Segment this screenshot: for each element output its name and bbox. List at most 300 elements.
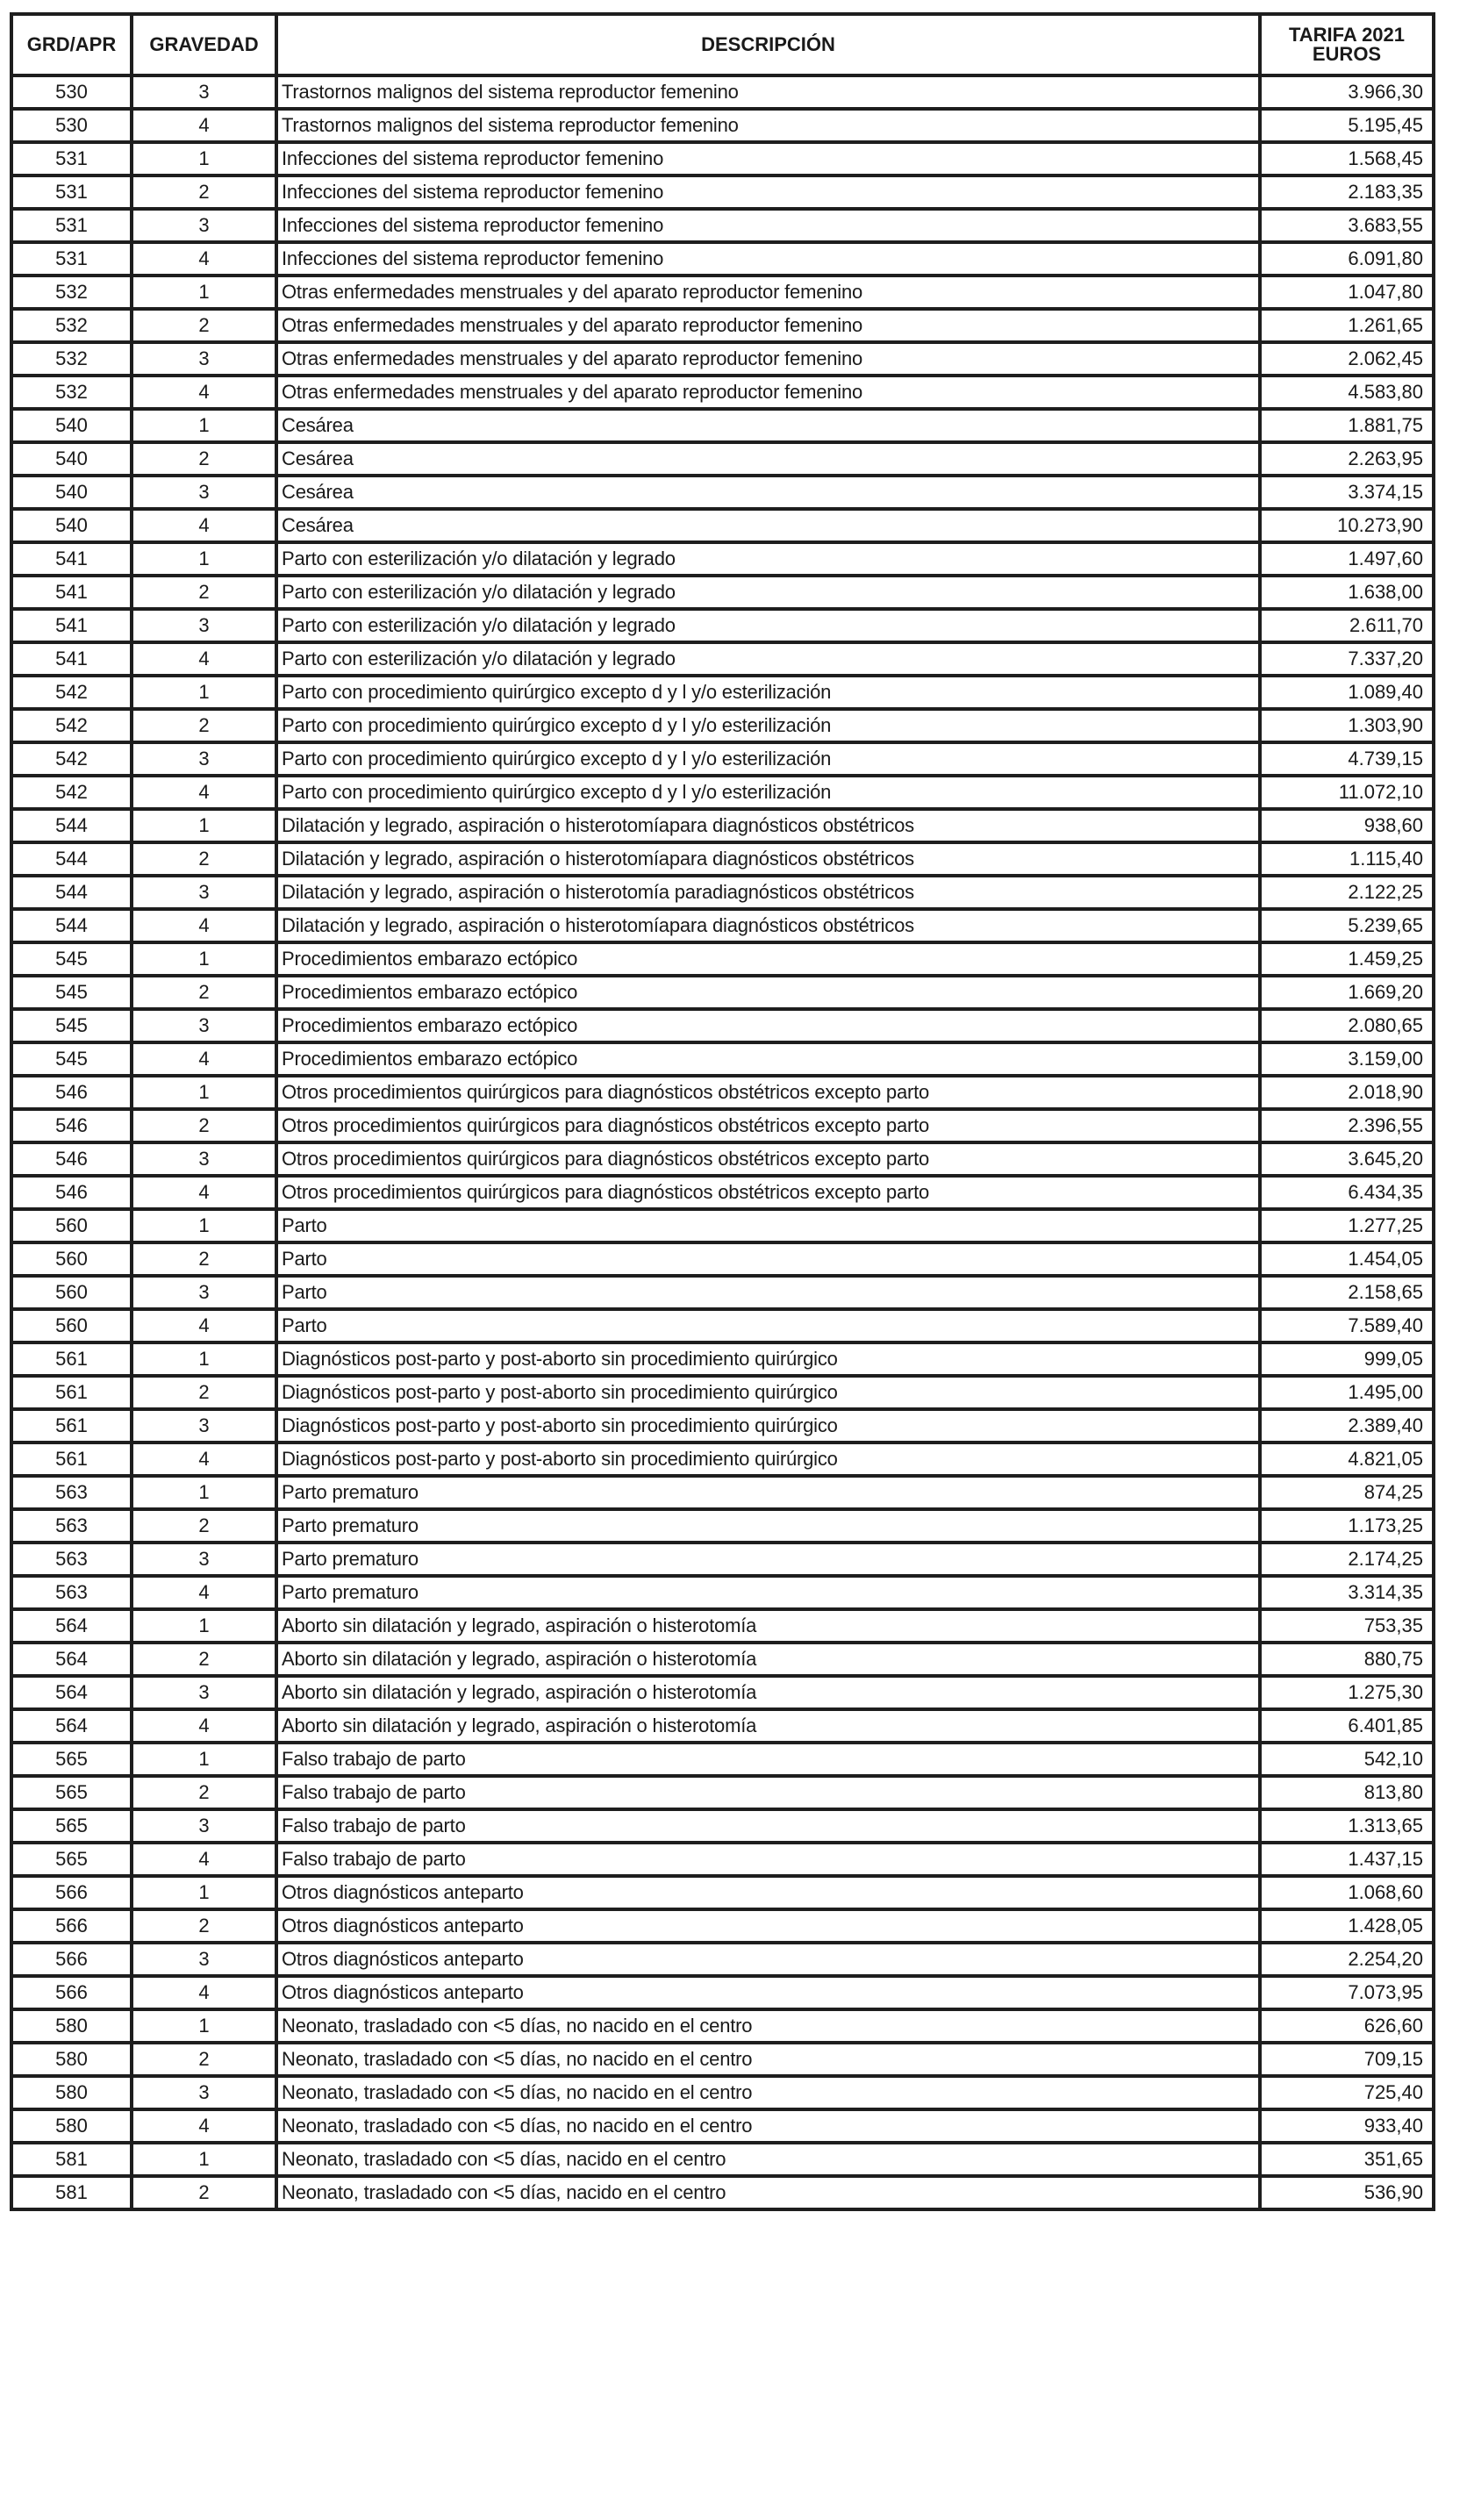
- table-row: [11, 942, 1434, 976]
- grd-cell: 580: [11, 2009, 132, 2043]
- gravedad-cell: 4: [132, 1976, 276, 2009]
- grd-cell: 564: [11, 1609, 132, 1643]
- tarifa-cell: 626,60: [1260, 2009, 1434, 2043]
- tarifa-cell: 6.434,35: [1260, 1176, 1434, 1209]
- grd-cell: 580: [11, 2076, 132, 2109]
- gravedad-cell: 2: [132, 1109, 276, 1142]
- table-row: [11, 1176, 1434, 1209]
- gravedad-cell: 4: [132, 1709, 276, 1743]
- grd-cell: 581: [11, 2176, 132, 2209]
- tarifa-cell: 1.459,25: [1260, 942, 1434, 976]
- gravedad-cell: 3: [132, 1543, 276, 1576]
- gravedad-cell: 1: [132, 1743, 276, 1776]
- gravedad-cell: 2: [132, 1776, 276, 1809]
- descripcion-cell: Falso trabajo de parto: [276, 1809, 1260, 1843]
- tarifa-cell: 2.611,70: [1260, 609, 1434, 642]
- descripcion-cell: Trastornos malignos del sistema reproductor femenino: [276, 75, 1260, 109]
- grd-cell: 541: [11, 609, 132, 642]
- table-row: [11, 109, 1434, 142]
- gravedad-cell: 3: [132, 2076, 276, 2109]
- table-row: [11, 876, 1434, 909]
- descripcion-cell: Dilatación y legrado, aspiración o histerotomía paradiagnósticos obstétricos: [276, 876, 1260, 909]
- grd-cell: 541: [11, 576, 132, 609]
- tarifa-cell: 6.401,85: [1260, 1709, 1434, 1743]
- tarifa-cell: 1.495,00: [1260, 1376, 1434, 1409]
- table-row: [11, 1409, 1434, 1443]
- tarifa-cell: 4.583,80: [1260, 376, 1434, 409]
- gravedad-cell: 1: [132, 542, 276, 576]
- grd-cell: 546: [11, 1142, 132, 1176]
- gravedad-cell: 3: [132, 742, 276, 776]
- gravedad-cell: 1: [132, 1209, 276, 1242]
- grd-cell: 532: [11, 276, 132, 309]
- header-gravedad: GRAVEDAD: [132, 14, 276, 75]
- table-row: [11, 976, 1434, 1009]
- grd-cell: 540: [11, 476, 132, 509]
- table-row: [11, 2009, 1434, 2043]
- tarifa-cell: 933,40: [1260, 2109, 1434, 2143]
- descripcion-cell: Infecciones del sistema reproductor femenino: [276, 242, 1260, 276]
- gravedad-cell: 1: [132, 1476, 276, 1509]
- tarifa-cell: 880,75: [1260, 1643, 1434, 1676]
- table-row: [11, 209, 1434, 242]
- descripcion-cell: Procedimientos embarazo ectópico: [276, 1042, 1260, 1076]
- tarifa-cell: 2.122,25: [1260, 876, 1434, 909]
- grd-cell: 531: [11, 242, 132, 276]
- table-row: [11, 1743, 1434, 1776]
- table-row: [11, 609, 1434, 642]
- table-row: [11, 1709, 1434, 1743]
- tarifa-cell: 4.821,05: [1260, 1443, 1434, 1476]
- grd-cell: 560: [11, 1309, 132, 1342]
- tarifa-cell: 3.374,15: [1260, 476, 1434, 509]
- grd-cell: 532: [11, 342, 132, 376]
- descripcion-cell: Neonato, trasladado con <5 días, nacido en el centro: [276, 2143, 1260, 2176]
- table-row: [11, 1776, 1434, 1809]
- grd-cell: 540: [11, 409, 132, 442]
- tarifa-cell: 874,25: [1260, 1476, 1434, 1509]
- tarifa-cell: 1.173,25: [1260, 1509, 1434, 1543]
- gravedad-cell: 4: [132, 1843, 276, 1876]
- tarifa-cell: 542,10: [1260, 1743, 1434, 1776]
- tarifa-cell: 725,40: [1260, 2076, 1434, 2109]
- gravedad-cell: 1: [132, 1342, 276, 1376]
- tarifa-cell: 1.568,45: [1260, 142, 1434, 175]
- tarifa-cell: 3.314,35: [1260, 1576, 1434, 1609]
- grd-cell: 565: [11, 1743, 132, 1776]
- tarifa-cell: 753,35: [1260, 1609, 1434, 1643]
- table-row: [11, 2076, 1434, 2109]
- grd-cell: 563: [11, 1543, 132, 1576]
- grd-cell: 540: [11, 442, 132, 476]
- table-row: [11, 842, 1434, 876]
- gravedad-cell: 2: [132, 2043, 276, 2076]
- gravedad-cell: 3: [132, 876, 276, 909]
- descripcion-cell: Otras enfermedades menstruales y del aparato reproductor femenino: [276, 342, 1260, 376]
- grd-cell: 561: [11, 1342, 132, 1376]
- gravedad-cell: 2: [132, 175, 276, 209]
- tarifa-cell: 7.073,95: [1260, 1976, 1434, 2009]
- grd-cell: 546: [11, 1176, 132, 1209]
- descripcion-cell: Procedimientos embarazo ectópico: [276, 976, 1260, 1009]
- tarifa-cell: 3.645,20: [1260, 1142, 1434, 1176]
- descripcion-cell: Neonato, trasladado con <5 días, no nacido en el centro: [276, 2076, 1260, 2109]
- table-row: [11, 1076, 1434, 1109]
- gravedad-cell: 1: [132, 809, 276, 842]
- grd-cell: 542: [11, 709, 132, 742]
- table-row: [11, 1009, 1434, 1042]
- descripcion-cell: Otros diagnósticos anteparto: [276, 1909, 1260, 1943]
- descripcion-cell: Cesárea: [276, 442, 1260, 476]
- descripcion-cell: Parto: [276, 1209, 1260, 1242]
- table-row: [11, 442, 1434, 476]
- descripcion-cell: Parto con esterilización y/o dilatación y legrado: [276, 609, 1260, 642]
- gravedad-cell: 1: [132, 276, 276, 309]
- grd-cell: 542: [11, 742, 132, 776]
- descripcion-cell: Cesárea: [276, 509, 1260, 542]
- table-row: [11, 1142, 1434, 1176]
- tarifa-cell: 11.072,10: [1260, 776, 1434, 809]
- grd-cell: 544: [11, 909, 132, 942]
- gravedad-cell: 2: [132, 1376, 276, 1409]
- grd-cell: 566: [11, 1976, 132, 2009]
- descripcion-cell: Parto con procedimiento quirúrgico excepto d y l y/o esterilización: [276, 709, 1260, 742]
- table-row: [11, 909, 1434, 942]
- tarifa-cell: 1.068,60: [1260, 1876, 1434, 1909]
- grd-cell: 532: [11, 376, 132, 409]
- tarifa-cell: 1.669,20: [1260, 976, 1434, 1009]
- descripcion-cell: Otros diagnósticos anteparto: [276, 1943, 1260, 1976]
- descripcion-cell: Parto prematuro: [276, 1576, 1260, 1609]
- table-row: [11, 709, 1434, 742]
- gravedad-cell: 3: [132, 476, 276, 509]
- descripcion-cell: Dilatación y legrado, aspiración o histerotomíapara diagnósticos obstétricos: [276, 909, 1260, 942]
- table-row: [11, 1476, 1434, 1509]
- grd-cell: 564: [11, 1676, 132, 1709]
- grd-cell: 566: [11, 1876, 132, 1909]
- tarifa-cell: 1.303,90: [1260, 709, 1434, 742]
- gravedad-cell: 4: [132, 1576, 276, 1609]
- gravedad-cell: 2: [132, 976, 276, 1009]
- table-row: [11, 1943, 1434, 1976]
- gravedad-cell: 2: [132, 709, 276, 742]
- table-row: [11, 2143, 1434, 2176]
- gravedad-cell: 2: [132, 309, 276, 342]
- grd-cell: 566: [11, 1943, 132, 1976]
- descripcion-cell: Parto prematuro: [276, 1509, 1260, 1543]
- descripcion-cell: Trastornos malignos del sistema reproductor femenino: [276, 109, 1260, 142]
- tarifa-cell: 2.174,25: [1260, 1543, 1434, 1576]
- gravedad-cell: 4: [132, 509, 276, 542]
- gravedad-cell: 1: [132, 1076, 276, 1109]
- descripcion-cell: Infecciones del sistema reproductor femenino: [276, 209, 1260, 242]
- descripcion-cell: Otros procedimientos quirúrgicos para diagnósticos obstétricos excepto parto: [276, 1109, 1260, 1142]
- gravedad-cell: 3: [132, 1676, 276, 1709]
- table-row: [11, 1109, 1434, 1142]
- grd-cell: 580: [11, 2043, 132, 2076]
- descripcion-cell: Procedimientos embarazo ectópico: [276, 1009, 1260, 1042]
- descripcion-cell: Otros diagnósticos anteparto: [276, 1976, 1260, 2009]
- gravedad-cell: 1: [132, 2009, 276, 2043]
- grd-cell: 561: [11, 1376, 132, 1409]
- grd-cell: 566: [11, 1909, 132, 1943]
- descripcion-cell: Infecciones del sistema reproductor femenino: [276, 175, 1260, 209]
- grd-cell: 561: [11, 1443, 132, 1476]
- grd-cell: 530: [11, 75, 132, 109]
- table-row: [11, 1276, 1434, 1309]
- grd-cell: 540: [11, 509, 132, 542]
- gravedad-cell: 2: [132, 1509, 276, 1543]
- table-row: [11, 1876, 1434, 1909]
- header-tarifa-line1: TARIFA 2021: [1288, 24, 1406, 46]
- grd-cell: 560: [11, 1242, 132, 1276]
- gravedad-cell: 2: [132, 576, 276, 609]
- tarifa-cell: 6.091,80: [1260, 242, 1434, 276]
- grd-cell: 546: [11, 1109, 132, 1142]
- tarifa-cell: 2.389,40: [1260, 1409, 1434, 1443]
- descripcion-cell: Falso trabajo de parto: [276, 1776, 1260, 1809]
- tarifa-cell: 938,60: [1260, 809, 1434, 842]
- grd-cell: 580: [11, 2109, 132, 2143]
- gravedad-cell: 3: [132, 75, 276, 109]
- grd-cell: 542: [11, 776, 132, 809]
- gravedad-cell: 4: [132, 242, 276, 276]
- tarifa-cell: 1.454,05: [1260, 1242, 1434, 1276]
- tarifa-cell: 10.273,90: [1260, 509, 1434, 542]
- grd-cell: 532: [11, 309, 132, 342]
- tarifa-cell: 1.047,80: [1260, 276, 1434, 309]
- tarifa-cell: 3.159,00: [1260, 1042, 1434, 1076]
- gravedad-cell: 4: [132, 1042, 276, 1076]
- table-row: [11, 1242, 1434, 1276]
- tarifa-cell: 999,05: [1260, 1342, 1434, 1376]
- descripcion-cell: Parto prematuro: [276, 1543, 1260, 1576]
- descripcion-cell: Neonato, trasladado con <5 días, no nacido en el centro: [276, 2009, 1260, 2043]
- tarifa-cell: 1.881,75: [1260, 409, 1434, 442]
- tarifa-cell: 5.239,65: [1260, 909, 1434, 942]
- gravedad-cell: 2: [132, 842, 276, 876]
- table-row: [11, 2176, 1434, 2209]
- grd-cell: 545: [11, 1042, 132, 1076]
- descripcion-cell: Diagnósticos post-parto y post-aborto sin procedimiento quirúrgico: [276, 1443, 1260, 1476]
- grd-cell: 530: [11, 109, 132, 142]
- gravedad-cell: 1: [132, 676, 276, 709]
- table-row: [11, 75, 1434, 109]
- tarifa-cell: 351,65: [1260, 2143, 1434, 2176]
- descripcion-cell: Dilatación y legrado, aspiración o histerotomíapara diagnósticos obstétricos: [276, 809, 1260, 842]
- tarifa-cell: 1.313,65: [1260, 1809, 1434, 1843]
- descripcion-cell: Infecciones del sistema reproductor femenino: [276, 142, 1260, 175]
- tarifa-cell: 2.254,20: [1260, 1943, 1434, 1976]
- descripcion-cell: Diagnósticos post-parto y post-aborto sin procedimiento quirúrgico: [276, 1342, 1260, 1376]
- grd-cell: 544: [11, 809, 132, 842]
- descripcion-cell: Otros diagnósticos anteparto: [276, 1876, 1260, 1909]
- table-row: [11, 509, 1434, 542]
- gravedad-cell: 4: [132, 1176, 276, 1209]
- grd-cell: 563: [11, 1509, 132, 1543]
- table-row: [11, 1576, 1434, 1609]
- descripcion-cell: Parto: [276, 1276, 1260, 1309]
- descripcion-cell: Neonato, trasladado con <5 días, no nacido en el centro: [276, 2043, 1260, 2076]
- gravedad-cell: 4: [132, 642, 276, 676]
- gravedad-cell: 1: [132, 142, 276, 175]
- descripcion-cell: Falso trabajo de parto: [276, 1843, 1260, 1876]
- grd-cell: 565: [11, 1843, 132, 1876]
- descripcion-cell: Cesárea: [276, 409, 1260, 442]
- table-row: [11, 1042, 1434, 1076]
- descripcion-cell: Otros procedimientos quirúrgicos para diagnósticos obstétricos excepto parto: [276, 1076, 1260, 1109]
- gravedad-cell: 4: [132, 1309, 276, 1342]
- table-row: [11, 276, 1434, 309]
- descripcion-cell: Otras enfermedades menstruales y del aparato reproductor femenino: [276, 276, 1260, 309]
- grd-cell: 564: [11, 1709, 132, 1743]
- table-row: [11, 309, 1434, 342]
- header-tarifa-line2: EUROS: [1312, 43, 1382, 65]
- descripcion-cell: Otros procedimientos quirúrgicos para diagnósticos obstétricos excepto parto: [276, 1176, 1260, 1209]
- tarifa-cell: 1.089,40: [1260, 676, 1434, 709]
- tarifa-cell: 813,80: [1260, 1776, 1434, 1809]
- grd-cell: 545: [11, 942, 132, 976]
- grd-cell: 531: [11, 142, 132, 175]
- table-row: [11, 1843, 1434, 1876]
- grd-cell: 563: [11, 1576, 132, 1609]
- grd-cell: 545: [11, 976, 132, 1009]
- table-row: [11, 1809, 1434, 1843]
- gravedad-cell: 4: [132, 909, 276, 942]
- grd-cell: 531: [11, 175, 132, 209]
- tarifa-cell: 2.396,55: [1260, 1109, 1434, 1142]
- tarifa-cell: 1.437,15: [1260, 1843, 1434, 1876]
- tarifa-cell: 2.080,65: [1260, 1009, 1434, 1042]
- gravedad-cell: 1: [132, 2143, 276, 2176]
- grd-cell: 581: [11, 2143, 132, 2176]
- tarifa-cell: 3.966,30: [1260, 75, 1434, 109]
- grd-cell: 546: [11, 1076, 132, 1109]
- table-row: [11, 809, 1434, 842]
- gravedad-cell: 2: [132, 1909, 276, 1943]
- grd-cell: 531: [11, 209, 132, 242]
- tarifa-cell: 3.683,55: [1260, 209, 1434, 242]
- gravedad-cell: 4: [132, 1443, 276, 1476]
- descripcion-cell: Parto con procedimiento quirúrgico excepto d y l y/o esterilización: [276, 776, 1260, 809]
- tarifa-cell: 5.195,45: [1260, 109, 1434, 142]
- tarifa-cell: 709,15: [1260, 2043, 1434, 2076]
- gravedad-cell: 2: [132, 1643, 276, 1676]
- descripcion-cell: Parto con esterilización y/o dilatación y legrado: [276, 542, 1260, 576]
- tarifa-cell: 2.183,35: [1260, 175, 1434, 209]
- table-row: [11, 242, 1434, 276]
- table-row: [11, 742, 1434, 776]
- descripcion-cell: Falso trabajo de parto: [276, 1743, 1260, 1776]
- table-row: [11, 1443, 1434, 1476]
- gravedad-cell: 3: [132, 342, 276, 376]
- table-row: [11, 1376, 1434, 1409]
- table-row: [11, 409, 1434, 442]
- tarifa-cell: 1.275,30: [1260, 1676, 1434, 1709]
- tarifa-cell: 2.062,45: [1260, 342, 1434, 376]
- table-row: [11, 476, 1434, 509]
- table-row: [11, 1309, 1434, 1342]
- descripcion-cell: Parto: [276, 1309, 1260, 1342]
- table-row: [11, 642, 1434, 676]
- gravedad-cell: 4: [132, 776, 276, 809]
- gravedad-cell: 2: [132, 1242, 276, 1276]
- descripcion-cell: Aborto sin dilatación y legrado, aspiración o histerotomía: [276, 1709, 1260, 1743]
- table-row: [11, 376, 1434, 409]
- tarifa-cell: 1.638,00: [1260, 576, 1434, 609]
- grd-cell: 541: [11, 642, 132, 676]
- tarifa-cell: 1.497,60: [1260, 542, 1434, 576]
- descripcion-cell: Aborto sin dilatación y legrado, aspiración o histerotomía: [276, 1676, 1260, 1709]
- gravedad-cell: 3: [132, 1809, 276, 1843]
- tarifa-cell: 7.589,40: [1260, 1309, 1434, 1342]
- tarifa-cell: 4.739,15: [1260, 742, 1434, 776]
- table-row: [11, 542, 1434, 576]
- header-grd: GRD/APR: [11, 14, 132, 75]
- table-row: [11, 142, 1434, 175]
- table-row: [11, 1676, 1434, 1709]
- descripcion-cell: Otras enfermedades menstruales y del aparato reproductor femenino: [276, 376, 1260, 409]
- table-row: [11, 175, 1434, 209]
- descripcion-cell: Parto: [276, 1242, 1260, 1276]
- gravedad-cell: 3: [132, 1142, 276, 1176]
- table-row: [11, 1609, 1434, 1643]
- gravedad-cell: 3: [132, 1276, 276, 1309]
- tarifa-cell: 7.337,20: [1260, 642, 1434, 676]
- table-row: [11, 1543, 1434, 1576]
- descripcion-cell: Cesárea: [276, 476, 1260, 509]
- descripcion-cell: Diagnósticos post-parto y post-aborto sin procedimiento quirúrgico: [276, 1409, 1260, 1443]
- table-row: [11, 1342, 1434, 1376]
- descripcion-cell: Procedimientos embarazo ectópico: [276, 942, 1260, 976]
- grd-cell: 563: [11, 1476, 132, 1509]
- descripcion-cell: Otras enfermedades menstruales y del aparato reproductor femenino: [276, 309, 1260, 342]
- gravedad-cell: 4: [132, 109, 276, 142]
- descripcion-cell: Diagnósticos post-parto y post-aborto sin procedimiento quirúrgico: [276, 1376, 1260, 1409]
- grd-cell: 565: [11, 1776, 132, 1809]
- table-row: [11, 342, 1434, 376]
- gravedad-cell: 1: [132, 1609, 276, 1643]
- table-row: [11, 1909, 1434, 1943]
- gravedad-cell: 3: [132, 209, 276, 242]
- tarifa-cell: 2.158,65: [1260, 1276, 1434, 1309]
- table-row: [11, 2109, 1434, 2143]
- descripcion-cell: Parto con esterilización y/o dilatación y legrado: [276, 642, 1260, 676]
- tarifa-cell: 2.018,90: [1260, 1076, 1434, 1109]
- grd-cell: 544: [11, 876, 132, 909]
- table-row: [11, 1209, 1434, 1242]
- descripcion-cell: Neonato, trasladado con <5 días, no nacido en el centro: [276, 2109, 1260, 2143]
- tarifa-cell: 2.263,95: [1260, 442, 1434, 476]
- gravedad-cell: 2: [132, 2176, 276, 2209]
- table-row: [11, 1643, 1434, 1676]
- gravedad-cell: 3: [132, 1009, 276, 1042]
- gravedad-cell: 4: [132, 2109, 276, 2143]
- gravedad-cell: 4: [132, 376, 276, 409]
- grd-cell: 542: [11, 676, 132, 709]
- tarifa-cell: 1.428,05: [1260, 1909, 1434, 1943]
- descripcion-cell: Dilatación y legrado, aspiración o histerotomíapara diagnósticos obstétricos: [276, 842, 1260, 876]
- tarifa-cell: 536,90: [1260, 2176, 1434, 2209]
- tarifa-cell: 1.277,25: [1260, 1209, 1434, 1242]
- grd-cell: 561: [11, 1409, 132, 1443]
- grd-cell: 565: [11, 1809, 132, 1843]
- table-row: [11, 1509, 1434, 1543]
- descripcion-cell: Aborto sin dilatación y legrado, aspiración o histerotomía: [276, 1643, 1260, 1676]
- table-row: [11, 1976, 1434, 2009]
- gravedad-cell: 1: [132, 942, 276, 976]
- descripcion-cell: Parto con procedimiento quirúrgico excepto d y l y/o esterilización: [276, 676, 1260, 709]
